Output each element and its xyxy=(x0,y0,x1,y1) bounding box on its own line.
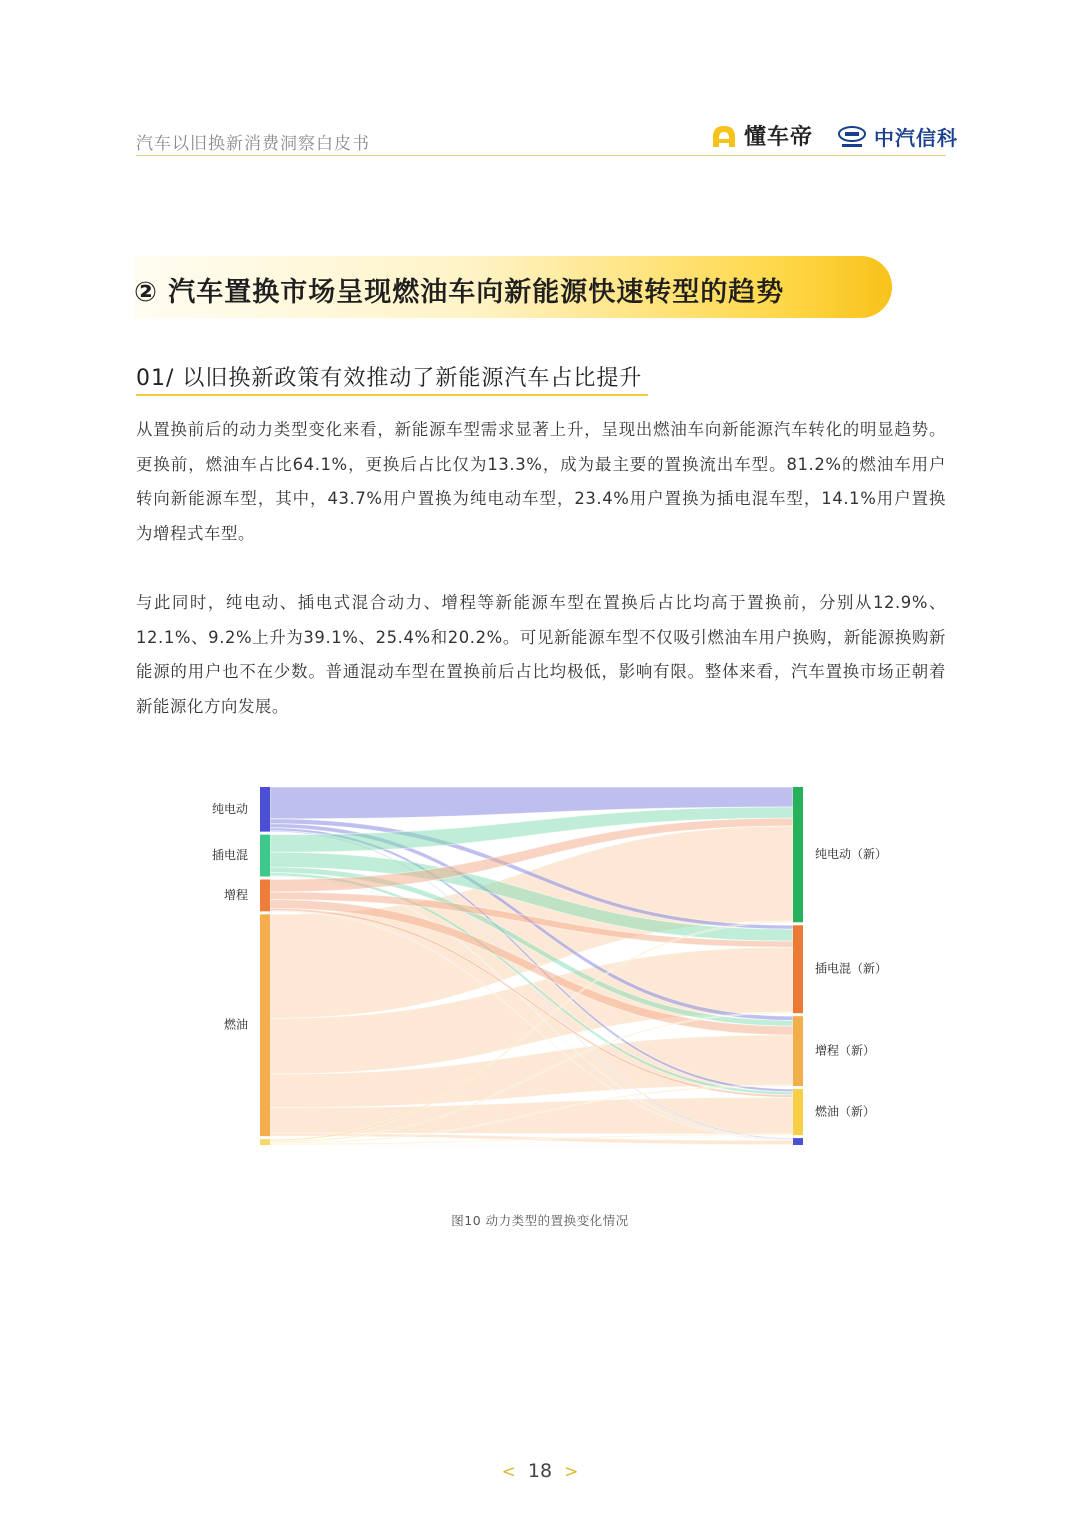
paragraph-2: 与此同时，纯电动、插电式混合动力、增程等新能源车型在置换后占比均高于置换前，分别从12.9%、12.1%、9.2%上升为39.1%、25.4%和20.2%。可见新能源车型不仅吸引燃油车用户换购，新能源换购新能源的用户也不在少数。普通混动车型在置换前后占比均极低，影响有限。整体来看，汽车置换市场正朝着新能源化方向发展。 xyxy=(136,593,946,716)
subsection-title: 01/ 以旧换新政策有效推动了新能源汽车占比提升 xyxy=(136,366,643,391)
section-title: ② 汽车置换市场呈现燃油车向新能源快速转型的趋势 xyxy=(134,277,785,308)
source-node-label: 纯电动 xyxy=(211,801,248,816)
source-node xyxy=(260,914,270,1136)
target-node-label: 增程（新） xyxy=(815,1043,876,1058)
header-doc-title: 汽车以旧换新消费洞察白皮书 xyxy=(136,134,370,154)
target-node xyxy=(793,1016,803,1086)
target-node xyxy=(793,787,803,922)
page-footer xyxy=(0,1460,1080,1482)
source-node xyxy=(260,835,270,877)
paragraph-1: 从置换前后的动力类型变化来看，新能源车型需求显著上升，呈现出燃油车向新能源汽车转化的明显趋势。更换前，燃油车占比64.1%，更换后占比仅为13.3%，成为最主要的置换流出车型。81.2%的燃油车用户转向新能源车型，其中，43.7%用户置换为纯电动车型，23.4%用户置换为插电混车型，14.1%用户置换为增程式车型。 xyxy=(136,420,946,543)
prev-page-icon[interactable]: < xyxy=(501,1462,516,1482)
dongchedi-logo-icon xyxy=(710,123,738,149)
dongchedi-logo-text: 懂车帝 xyxy=(744,125,814,150)
target-node xyxy=(793,1138,803,1145)
sankey-chart xyxy=(190,776,910,1156)
zhongqi-logo-text: 中汽信科 xyxy=(874,126,958,150)
target-node xyxy=(793,1089,803,1135)
target-node-label: 燃油（新） xyxy=(815,1104,876,1119)
source-node-label: 插电混 xyxy=(211,848,248,863)
sankey-links xyxy=(270,787,793,1145)
page-number: 18 xyxy=(527,1460,553,1482)
figure-caption: 图10 动力类型的置换变化情况 xyxy=(451,1213,629,1228)
target-node-label: 插电混（新） xyxy=(815,961,888,976)
dongchedi-logo xyxy=(710,120,813,151)
source-node xyxy=(260,880,270,912)
source-node xyxy=(260,1139,270,1145)
target-node xyxy=(793,925,803,1013)
subsection-underline xyxy=(136,394,648,396)
source-node xyxy=(260,787,270,832)
source-node-label: 增程 xyxy=(223,887,248,902)
source-node-label: 燃油 xyxy=(223,1017,248,1032)
zhongqi-logo-icon xyxy=(836,124,868,150)
next-page-icon[interactable]: > xyxy=(564,1462,579,1482)
zhongqi-logo xyxy=(836,122,958,151)
target-node-label: 纯电动（新） xyxy=(815,847,888,862)
header-rule xyxy=(136,155,946,156)
